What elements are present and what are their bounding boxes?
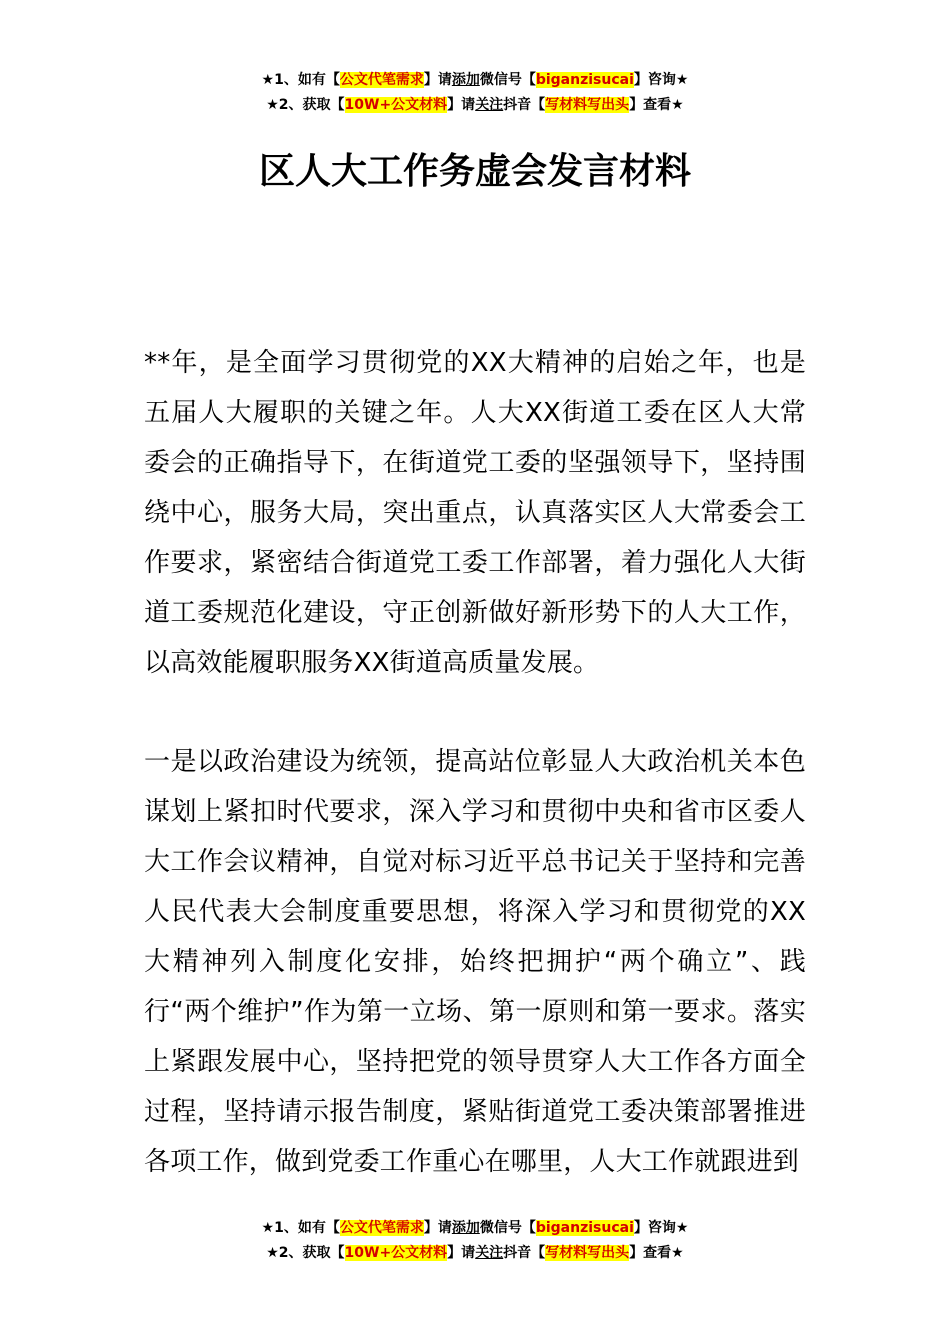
highlight-materials: 10W+公文材料	[344, 1245, 448, 1261]
body-paragraph: **年，是全面学习贯彻党的XX大精神的启始之年，也是五届人大履职的关键之年。人大XX街道工委在区人大常委会的正确指导下，在街道党工委的坚强领导下，坚持围绕中心，服务大局，突出重点，认真落实区人大常委会工作要求，紧密结合街道党工委工作部署，着力强化人大街道工委规范化建设，守正创新做好新形势下的人大工作，以高效能履职服务XX街道高质量发展。	[144, 348, 806, 678]
highlight-wechat-id: biganzisucai	[535, 1220, 634, 1236]
banner-underlined: 添加	[451, 1220, 480, 1236]
document-title: 区人大工作务虚会发言材料	[258, 151, 691, 192]
highlight-douyin-id: 写材料写出头	[545, 1245, 630, 1261]
banner-text: ★1、如有【	[261, 72, 340, 88]
banner-text: ★2、获取【	[266, 97, 345, 113]
banner-line-1	[0, 68, 950, 93]
highlight-wechat-id: biganzisucai	[535, 72, 634, 88]
banner-text: 】请	[423, 72, 452, 88]
banner-text: ★1、如有【	[261, 1220, 340, 1236]
highlight-service: 公文代笔需求	[339, 1220, 424, 1236]
banner-text: 抖音【	[503, 97, 546, 113]
banner-line-2	[0, 93, 950, 118]
header-banner	[0, 68, 950, 118]
banner-text: 】请	[447, 97, 476, 113]
banner-text: 微信号【	[479, 1220, 536, 1236]
footer-banner	[0, 1216, 950, 1266]
banner-line-2	[0, 1241, 950, 1266]
banner-underlined: 添加	[451, 72, 480, 88]
banner-text: 】咨询★	[633, 1220, 689, 1236]
highlight-douyin-id: 写材料写出头	[545, 97, 630, 113]
body-paragraph: 一是以政治建设为统领，提高站位彰显人大政治机关本色谋划上紧扣时代要求，深入学习和贯彻中央和省市区委人大工作会议精神，自觉对标习近平总书记关于坚持和完善人民代表大会制度重要思想，将深入学习和贯彻党的XX大精神列入制度化安排，始终把拥护“两个确立”、践行“两个维护”作为第一立场、第一原则和第一要求。落实上紧跟发展中心，坚持把党的领导贯穿人大工作各方面全过程，坚持请示报告制度，紧贴街道党工委决策部署推进各项工作，做到党委工作重心在哪里，人大工作就跟进到	[144, 747, 806, 1177]
highlight-service: 公文代笔需求	[339, 72, 424, 88]
banner-text: 抖音【	[503, 1245, 546, 1261]
highlight-materials: 10W+公文材料	[344, 97, 448, 113]
banner-underlined: 关注	[475, 1245, 504, 1261]
banner-text: 】请	[423, 1220, 452, 1236]
banner-text: ★2、获取【	[266, 1245, 345, 1261]
banner-text: 微信号【	[479, 72, 536, 88]
banner-underlined: 关注	[475, 97, 504, 113]
banner-text: 】查看★	[629, 97, 684, 113]
banner-text: 】查看★	[629, 1245, 684, 1261]
banner-text: 】请	[447, 1245, 476, 1261]
banner-text: 】咨询★	[633, 72, 689, 88]
banner-line-1	[0, 1216, 950, 1241]
